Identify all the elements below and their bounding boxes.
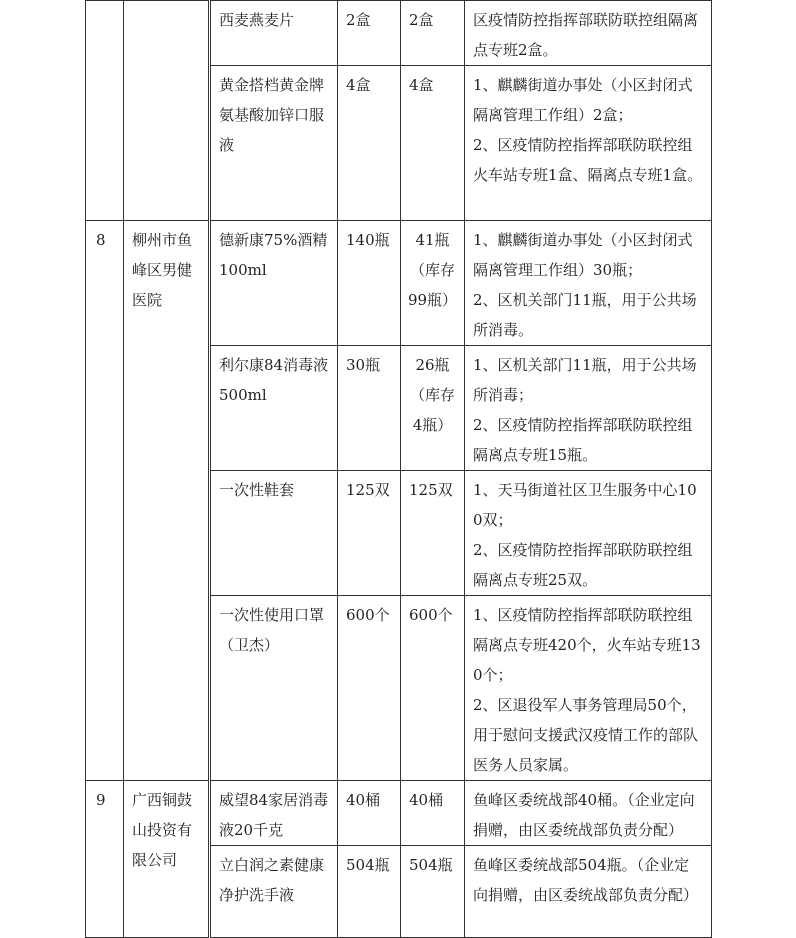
row-number-cell [86,1,124,221]
item-name-cell: 立白润之素健康净护洗手液 [210,846,338,938]
donated-qty-cell: 504瓶 [338,846,401,938]
destination-cell: 区疫情防控指挥部联防联控组隔离点专班2盒。 [465,1,712,66]
donated-qty-cell: 40桶 [338,781,401,846]
table-row [86,221,712,346]
destination-cell: 鱼峰区委统战部504瓶。（企业定向捐赠，由区委统战部负责分配） [465,846,712,938]
distributed-qty-cell: 40桶 [401,781,465,846]
donor-cell [124,1,210,221]
distributed-qty-cell: 41瓶 （库存 99瓶） [401,221,465,346]
donated-qty-cell: 4盒 [338,66,401,221]
donor-cell: 柳州市鱼峰区男健医院 [124,221,210,781]
destination-cell: 1、区疫情防控指挥部联防联控组隔离点专班420个，火车站专班130个； 2、区退役军人事务管理局50个，用于慰问支援武汉疫情工作的部队医务人员家属。 [465,596,712,781]
item-name-cell: 黄金搭档黄金牌氨基酸加锌口服液 [210,66,338,221]
destination-cell: 鱼峰区委统战部40桶。（企业定向捐赠，由区委统战部负责分配） [465,781,712,846]
donation-table [85,0,712,938]
destination-cell: 1、麒麟街道办事处（小区封闭式隔离管理工作组）2盒； 2、区疫情防控指挥部联防联控组火车站专班1盒、隔离点专班1盒。 [465,66,712,221]
distributed-qty-cell: 125双 [401,471,465,596]
table-row [86,1,712,66]
donated-qty-cell: 2盒 [338,1,401,66]
distributed-qty-cell: 600个 [401,596,465,781]
distributed-qty-cell: 4盒 [401,66,465,221]
distributed-qty-cell: 504瓶 [401,846,465,938]
item-name-cell: 利尔康84消毒液500ml [210,346,338,471]
item-name-cell: 威望84家居消毒液20千克 [210,781,338,846]
item-name-cell: 一次性鞋套 [210,471,338,596]
table-row [86,781,712,846]
item-name-cell: 一次性使用口罩（卫杰） [210,596,338,781]
item-name-cell: 德新康75%酒精100ml [210,221,338,346]
row-number-cell: 8 [86,221,124,781]
destination-cell: 1、天马街道社区卫生服务中心100双； 2、区疫情防控指挥部联防联控组隔离点专班25双。 [465,471,712,596]
donated-qty-cell: 125双 [338,471,401,596]
destination-cell: 1、麒麟街道办事处（小区封闭式隔离管理工作组）30瓶； 2、区机关部门11瓶，用于公共场所消毒。 [465,221,712,346]
donated-qty-cell: 140瓶 [338,221,401,346]
distributed-qty-cell: 26瓶 （库存 4瓶） [401,346,465,471]
distributed-qty-cell: 2盒 [401,1,465,66]
item-name-cell: 西麦燕麦片 [210,1,338,66]
donated-qty-cell: 600个 [338,596,401,781]
destination-cell: 1、区机关部门11瓶，用于公共场所消毒； 2、区疫情防控指挥部联防联控组隔离点专班15瓶。 [465,346,712,471]
donor-cell: 广西铜鼓山投资有限公司 [124,781,210,938]
row-number-cell: 9 [86,781,124,938]
donated-qty-cell: 30瓶 [338,346,401,471]
